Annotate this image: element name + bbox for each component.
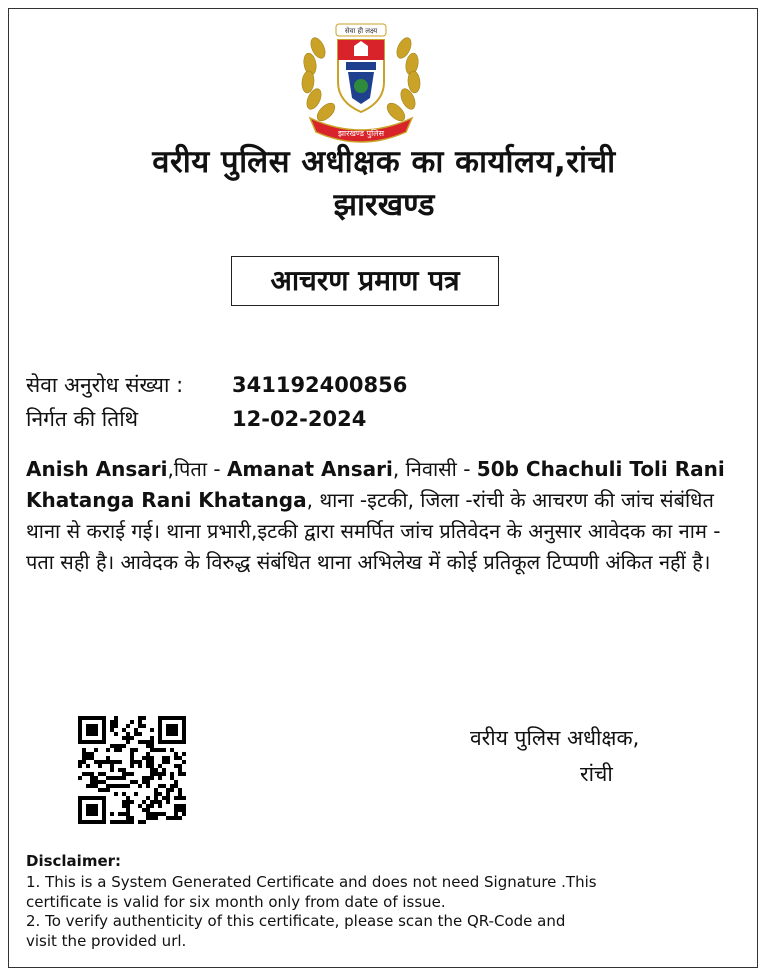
disclaimer-line: visit the provided url. xyxy=(26,931,187,950)
issue-date-value: 12-02-2024 xyxy=(232,407,367,431)
request-number-label: सेवा अनुरोध संख्या : xyxy=(26,373,184,397)
father-name: Amanat Ansari xyxy=(226,457,393,481)
jharkhand-police-emblem xyxy=(288,16,434,146)
certificate-body xyxy=(26,454,746,578)
signatory-place: रांची xyxy=(580,762,613,786)
signatory-designation: वरीय पुलिस अधीक्षक, xyxy=(470,726,640,750)
father-label: ,पिता - xyxy=(167,457,227,481)
disclaimer-line: 1. This is a System Generated Certificate and does not need Signature .This xyxy=(26,873,597,891)
request-number-value: 341192400856 xyxy=(232,373,408,397)
resident-label: , निवासी - xyxy=(392,457,477,481)
applicant-address: 50b Chachuli Toli Rani Khatanga Rani Khatanga xyxy=(26,457,725,512)
emblem-banner-text: झारखण्ड पुलिस xyxy=(337,129,385,138)
applicant-name: Anish Ansari xyxy=(26,457,168,481)
certificate-title: आचरण प्रमाण पत्र xyxy=(231,256,499,306)
issue-date-row xyxy=(26,405,366,433)
disclaimer-line: 2. To verify authenticity of this certificate, please scan the QR-Code and xyxy=(26,912,566,930)
verification-qr-code[interactable] xyxy=(78,716,186,824)
disclaimer-line: certificate is valid for six month only from date of issue. xyxy=(26,892,446,911)
state-title: झारखण्ड xyxy=(333,187,435,223)
disclaimer-text xyxy=(26,873,726,951)
emblem-motto: सेवा ही लक्ष्य xyxy=(344,27,378,35)
body-text: , थाना -इटकी, जिला -रांची के आचरण की जांच संबंधित थाना से कराई गई। थाना प्रभारी,इटकी द्वारा समर्पित जांच प्रतिवेदन के अनुसार आवेदक का नाम - पता सही है। आवेदक के विरुद्ध संबंधित थाना अभिलेख में कोई प्रतिकूल टिप्पणी अंकित नहीं है। xyxy=(26,488,721,574)
request-number-row xyxy=(26,371,407,399)
office-title: वरीय पुलिस अधीक्षक का कार्यालय,रांची xyxy=(152,144,616,180)
issue-date-label: निर्गत की तिथि xyxy=(26,407,139,431)
disclaimer-title: Disclaimer: xyxy=(26,852,122,870)
